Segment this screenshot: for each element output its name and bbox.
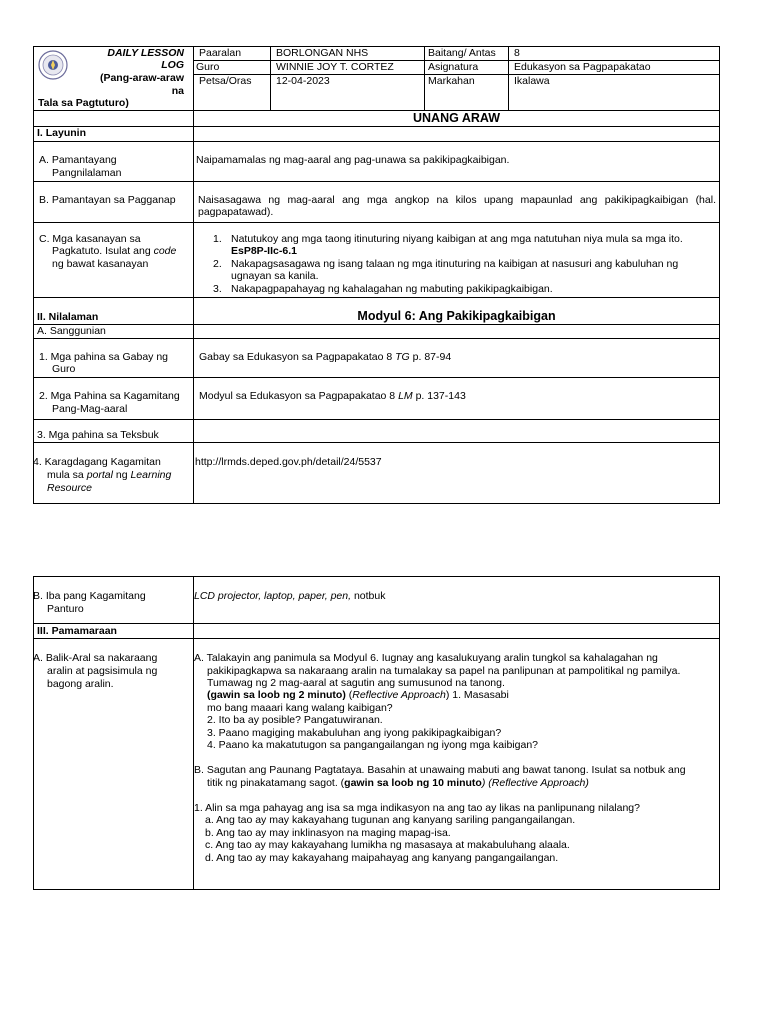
value-paaralan: BORLONGAN NHS — [276, 47, 369, 59]
layunin-heading: I. Layunin — [37, 127, 87, 139]
doc-subtitle-line3: Tala sa Pagtuturo) — [38, 97, 129, 109]
value-petsa: 12-04-2023 — [276, 75, 330, 87]
objective-1-code: EsP8P-IIc-6.1 — [231, 245, 297, 257]
pamantayang-label-1: A. Pamantayang — [39, 154, 117, 166]
objective-1-text: Natutukoy ang mga taong itinuturing niyang kaibigan at ang mga natutuhan niya mula sa mga ito. — [231, 233, 683, 245]
label-petsa: Petsa/Oras — [199, 75, 252, 87]
objective-3-num: 3. — [213, 283, 222, 295]
pamantayang-label-2: Pangnilalaman — [52, 167, 122, 179]
pamantayang-value: Naipamamalas ng mag-aaral ang pag-unawa sa pakikipagkaibigan. — [196, 154, 510, 166]
kagamitang-value: Modyul sa Edukasyon sa Pagpapakatao 8 LM p. 137-143 — [199, 390, 466, 402]
value-guro: WINNIE JOY T. CORTEZ — [276, 61, 394, 73]
kasanayan-label-1: C. Mga kasanayan sa — [39, 233, 141, 245]
objective-3-text: Nakapagpapahayag ng kahalagahan ng mabuting pakikipagkaibigan. — [231, 283, 553, 295]
label-paaralan: Paaralan — [199, 47, 242, 59]
gabay-label-1: 1. Mga pahina sa Gabay ng — [39, 351, 169, 363]
objective-2-text-1: Nakapagsasagawa ng isang talaan ng mga itinuturing na kaibigan at nasusuri ang kabuluhan ng — [231, 258, 679, 270]
balik-aral-label-3: bagong aralin. — [47, 678, 114, 690]
doc-title-line2: LOG — [161, 59, 184, 71]
karagdagang-label-2: mula sa portal ng Learning — [47, 469, 172, 481]
proc-b-line-2: titik ng pinakatamang sagot. (gawin sa loob ng 10 minuto) (Reflective Approach) — [207, 777, 589, 789]
iba-pang-label-2: Panturo — [47, 603, 84, 615]
kagamitang-label-2: Pang-Mag-aaral — [52, 403, 128, 415]
lrmds-link[interactable]: http://lrmds.deped.gov.ph/detail/24/5537 — [195, 456, 382, 468]
day-title: UNANG ARAW — [412, 111, 501, 125]
question-1: 1. Alin sa mga pahayag ang isa sa mga indikasyon na ang tao ay likas na panlipunang nilalang? — [194, 802, 640, 814]
choice-b: b. Ang tao ay may inklinasyon na maging mapag-isa. — [205, 827, 451, 839]
proc-a-line-5: mo bang maaari kang walang kaibigan? — [207, 702, 393, 714]
proc-a-line-1: A. Talakayin ang panimula sa Modyul 6. Iugnay ang kasalukuyang aralin tungkol sa kahalagahan ng — [194, 652, 658, 664]
choice-d: d. Ang tao ay may kakayahang maipahayag ang kanyang pangangailangan. — [205, 852, 559, 864]
proc-a-line-6: 2. Ito ba ay posible? Pangatuwiranan. — [207, 714, 383, 726]
objective-1-num: 1. — [213, 233, 222, 245]
choice-c: c. Ang tao ay may kakayahang lumikha ng masasaya at makabuluhang alaala. — [205, 839, 570, 851]
iba-pang-value: LCD projector, laptop, paper, pen, notbuk — [194, 590, 386, 602]
kasanayan-label-3: ng bawat kasanayan — [52, 258, 149, 270]
module-title: Modyul 6: Ang Pakikipagkaibigan — [357, 309, 556, 323]
doc-title-line1: DAILY LESSON — [107, 47, 184, 59]
pamamaraan-heading: III. Pamamaraan — [37, 625, 117, 637]
balik-aral-label-1: A. Balik-Aral sa nakaraang — [33, 652, 158, 664]
value-markahan: Ikalawa — [514, 75, 550, 87]
label-baitang: Baitang/ Antas — [428, 47, 496, 59]
proc-a-line-4: (gawin sa loob ng 2 minuto) (Reflective Approach) 1. Masasabi — [207, 689, 509, 701]
balik-aral-label-2: aralin at pagsisimula ng — [47, 665, 158, 677]
karagdagang-label-3: Resource — [47, 482, 92, 494]
objective-2-text-2: ugnayan sa kanila. — [231, 270, 319, 282]
doc-subtitle-line2: na — [171, 85, 184, 97]
iba-pang-label-1: B. Iba pang Kagamitang — [33, 590, 146, 602]
pagganap-value-1: Naisasagawa ng mag-aaral ang mga angkop na kilos upang mapaunlad ang pakikipagkaibigan (hal. — [198, 194, 716, 206]
deped-seal-logo — [38, 50, 68, 80]
objective-2-num: 2. — [213, 258, 222, 270]
value-baitang: 8 — [514, 47, 520, 59]
sanggunian-label: A. Sanggunian — [37, 325, 106, 337]
proc-b-line-1: B. Sagutan ang Paunang Pagtataya. Basahin at unawaing mabuti ang bawat tanong. Isulat sa notbuk ang — [194, 764, 686, 776]
choice-a: a. Ang tao ay may kakayahang tugunan ang kanyang sariling pangangailangan. — [205, 814, 576, 826]
proc-a-line-8: 4. Paano ka makatutugon sa pangangailangan ng iyong mga kaibigan? — [207, 739, 539, 751]
teksbuk-label: 3. Mga pahina sa Teksbuk — [37, 429, 159, 441]
kagamitang-label-1: 2. Mga Pahina sa Kagamitang — [39, 390, 180, 402]
proc-a-line-2: pakikipagkapwa sa nakaraang aralin na tumalakay sa papel na panlipunan at pampolitikal ng pamilya. — [207, 665, 681, 677]
proc-a-line-3: Tumawag ng 2 mag-aaral at sagutin ang sumusunod na tanong. — [207, 677, 505, 689]
label-guro: Guro — [196, 61, 220, 73]
nilalaman-heading: II. Nilalaman — [37, 311, 99, 323]
proc-a-line-7: 3. Paano magiging makabuluhan ang iyong pakikipagkaibigan? — [207, 727, 502, 739]
gabay-label-2: Guro — [52, 363, 76, 375]
value-asignatura: Edukasyon sa Pagpapakatao — [514, 61, 651, 73]
pagganap-value-2: pagpapatawad). — [198, 206, 274, 218]
label-asignatura: Asignatura — [428, 61, 479, 73]
kasanayan-label-2: Pagkatuto. Isulat ang code — [52, 245, 177, 257]
label-markahan: Markahan — [428, 75, 475, 87]
gabay-value: Gabay sa Edukasyon sa Pagpapakatao 8 TG p. 87-94 — [199, 351, 452, 363]
doc-subtitle-line1: (Pang-araw-araw — [99, 72, 184, 84]
karagdagang-label-1: 4. Karagdagang Kagamitan — [33, 456, 161, 468]
pagganap-label: B. Pamantayan sa Pagganap — [39, 194, 176, 206]
